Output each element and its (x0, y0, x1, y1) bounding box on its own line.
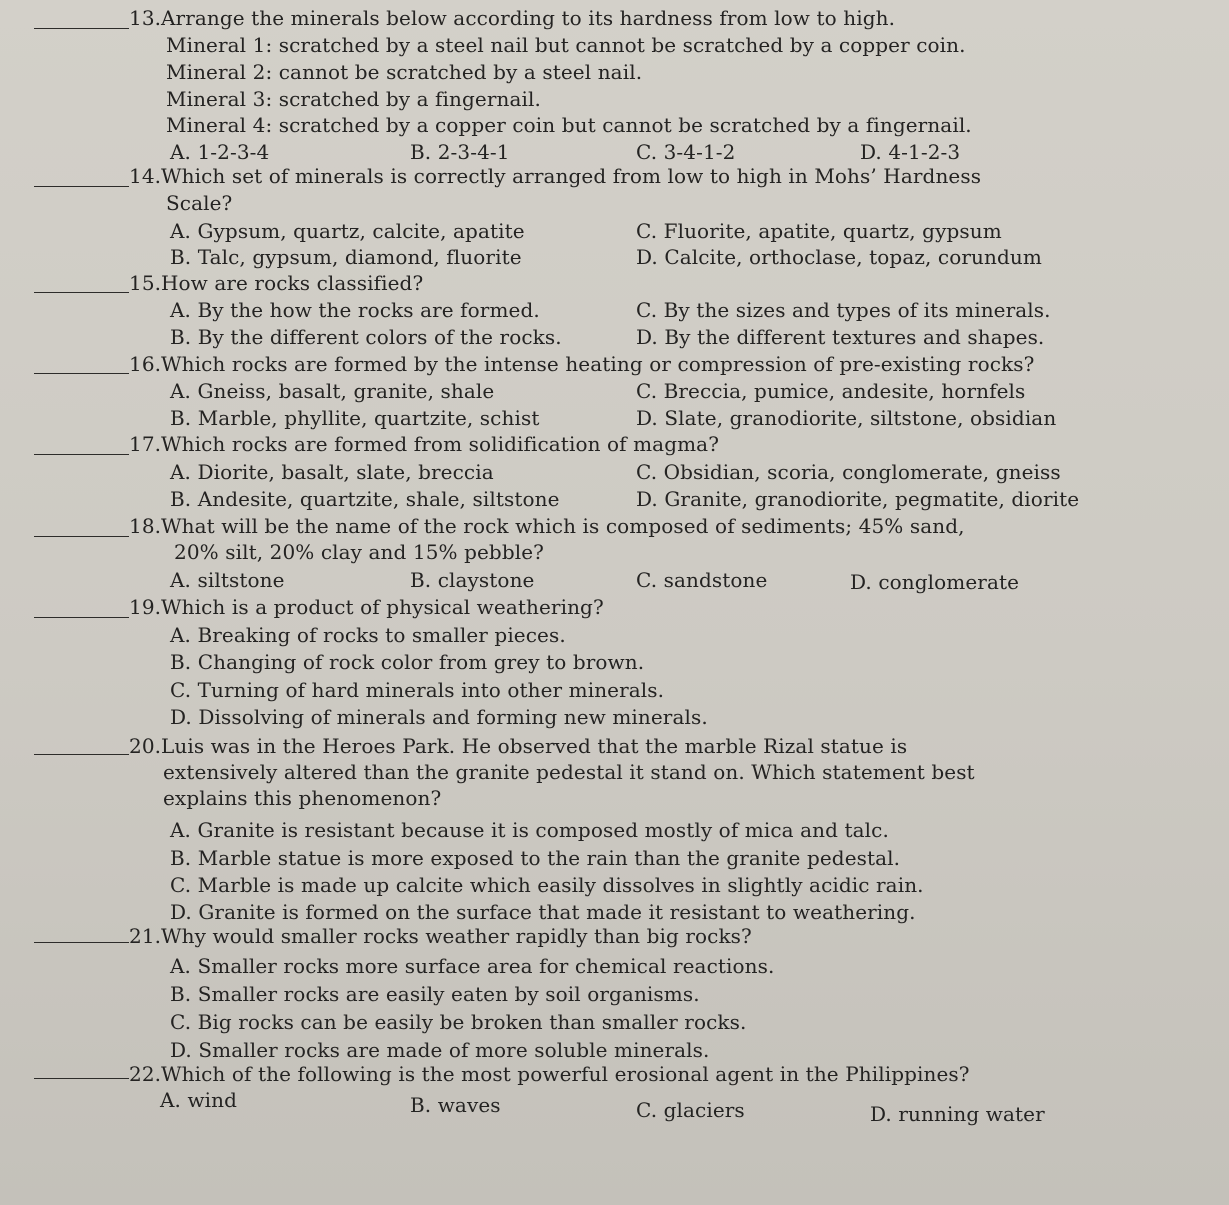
question-21-option-d[interactable]: D. Smaller rocks are made of more soluble minerals. (170, 1038, 710, 1062)
question-20-stem-line-1: Luis was in the Heroes Park. He observed that the marble Rizal statue is (161, 734, 908, 758)
question-22-option-c[interactable]: C. glaciers (636, 1098, 745, 1122)
question-16-option-a[interactable]: A. Gneiss, basalt, granite, shale (170, 379, 495, 403)
question-14-option-c[interactable]: C. Fluorite, apatite, quartz, gypsum (636, 219, 1002, 243)
question-16-stem: Which rocks are formed by the intense heating or compression of pre-existing rocks? (161, 352, 1035, 376)
question-19-option-c[interactable]: C. Turning of hard minerals into other minerals. (170, 678, 665, 702)
answer-blank-18[interactable] (34, 536, 129, 537)
answer-blank-15[interactable] (34, 292, 129, 293)
question-20-option-a[interactable]: A. Granite is resistant because it is composed mostly of mica and talc. (170, 818, 889, 842)
question-14-option-b[interactable]: B. Talc, gypsum, diamond, fluorite (170, 245, 522, 269)
question-13-note-1: Mineral 1: scratched by a steel nail but cannot be scratched by a copper coin. (166, 33, 966, 57)
question-14-stem-line-2: Scale? (166, 191, 233, 215)
question-13-note-3: Mineral 3: scratched by a fingernail. (166, 87, 541, 111)
question-15-option-c[interactable]: C. By the sizes and types of its minerals. (636, 298, 1051, 322)
question-22-option-a[interactable]: A. wind (160, 1088, 238, 1112)
question-17-stem: Which rocks are formed from solidification of magma? (161, 432, 720, 456)
question-22-option-d[interactable]: D. running water (870, 1102, 1045, 1126)
question-19-number: 19. (129, 595, 162, 619)
question-18-option-a[interactable]: A. siltstone (170, 568, 285, 592)
question-19-stem: Which is a product of physical weathering? (161, 595, 604, 619)
question-16-option-d[interactable]: D. Slate, granodiorite, siltstone, obsidian (636, 406, 1057, 430)
question-14-stem-line-1: Which set of minerals is correctly arranged from low to high in Mohs’ Hardness (161, 164, 982, 188)
question-22-number: 22. (129, 1062, 162, 1086)
question-18-option-c[interactable]: C. sandstone (636, 568, 768, 592)
question-20-stem-line-2: extensively altered than the granite pedestal it stand on. Which statement best (163, 760, 975, 784)
question-14-number: 14. (129, 164, 162, 188)
question-13-stem: Arrange the minerals below according to its hardness from low to high. (161, 6, 896, 30)
question-13-number: 13. (129, 6, 162, 30)
question-18-option-d[interactable]: D. conglomerate (850, 570, 1020, 594)
answer-blank-20[interactable] (34, 754, 129, 755)
question-17-number: 17. (129, 432, 162, 456)
question-18-number: 18. (129, 514, 162, 538)
answer-blank-13[interactable] (34, 28, 129, 29)
question-21-stem: Why would smaller rocks weather rapidly than big rocks? (161, 924, 752, 948)
question-17-option-a[interactable]: A. Diorite, basalt, slate, breccia (170, 460, 494, 484)
question-22-stem: Which of the following is the most powerful erosional agent in the Philippines? (161, 1062, 970, 1086)
question-15-number: 15. (129, 271, 162, 295)
question-21-option-c[interactable]: C. Big rocks can be easily be broken than smaller rocks. (170, 1010, 747, 1034)
answer-blank-22[interactable] (34, 1078, 129, 1079)
question-13-option-a[interactable]: A. 1-2-3-4 (170, 140, 270, 164)
question-15-option-a[interactable]: A. By the how the rocks are formed. (170, 298, 540, 322)
question-22-option-b[interactable]: B. waves (410, 1093, 501, 1117)
question-15-option-d[interactable]: D. By the different textures and shapes. (636, 325, 1045, 349)
question-20-option-c[interactable]: C. Marble is made up calcite which easily dissolves in slightly acidic rain. (170, 873, 924, 897)
question-21-option-a[interactable]: A. Smaller rocks more surface area for chemical reactions. (170, 954, 775, 978)
answer-blank-21[interactable] (34, 942, 129, 943)
question-15-option-b[interactable]: B. By the different colors of the rocks. (170, 325, 562, 349)
question-16-option-b[interactable]: B. Marble, phyllite, quartzite, schist (170, 406, 540, 430)
question-20-option-d[interactable]: D. Granite is formed on the surface that made it resistant to weathering. (170, 900, 916, 924)
question-17-option-d[interactable]: D. Granite, granodiorite, pegmatite, diorite (636, 487, 1080, 511)
question-13-option-c[interactable]: C. 3-4-1-2 (636, 140, 736, 164)
question-16-option-c[interactable]: C. Breccia, pumice, andesite, hornfels (636, 379, 1026, 403)
answer-blank-17[interactable] (34, 454, 129, 455)
question-13-note-4: Mineral 4: scratched by a copper coin but cannot be scratched by a fingernail. (166, 113, 972, 137)
question-21-number: 21. (129, 924, 162, 948)
question-20-stem-line-3: explains this phenomenon? (163, 786, 442, 810)
question-14-option-d[interactable]: D. Calcite, orthoclase, topaz, corundum (636, 245, 1042, 269)
question-18-stem-line-2: 20% silt, 20% clay and 15% pebble? (174, 540, 544, 564)
question-13-option-d[interactable]: D. 4-1-2-3 (860, 140, 961, 164)
question-13-note-2: Mineral 2: cannot be scratched by a steel nail. (166, 60, 643, 84)
question-15-stem: How are rocks classified? (161, 271, 424, 295)
question-17-option-c[interactable]: C. Obsidian, scoria, conglomerate, gneiss (636, 460, 1061, 484)
question-17-option-b[interactable]: B. Andesite, quartzite, shale, siltstone (170, 487, 560, 511)
question-18-option-b[interactable]: B. claystone (410, 568, 535, 592)
question-21-option-b[interactable]: B. Smaller rocks are easily eaten by soil organisms. (170, 982, 700, 1006)
question-19-option-d[interactable]: D. Dissolving of minerals and forming new minerals. (170, 705, 708, 729)
answer-blank-14[interactable] (34, 186, 129, 187)
question-16-number: 16. (129, 352, 162, 376)
question-19-option-b[interactable]: B. Changing of rock color from grey to brown. (170, 650, 645, 674)
question-14-option-a[interactable]: A. Gypsum, quartz, calcite, apatite (170, 219, 525, 243)
question-13-option-b[interactable]: B. 2-3-4-1 (410, 140, 510, 164)
answer-blank-16[interactable] (34, 373, 129, 374)
question-20-number: 20. (129, 734, 162, 758)
question-18-stem-line-1: What will be the name of the rock which is composed of sediments; 45% sand, (161, 514, 965, 538)
question-19-option-a[interactable]: A. Breaking of rocks to smaller pieces. (170, 623, 566, 647)
question-20-option-b[interactable]: B. Marble statue is more exposed to the rain than the granite pedestal. (170, 846, 901, 870)
answer-blank-19[interactable] (34, 617, 129, 618)
